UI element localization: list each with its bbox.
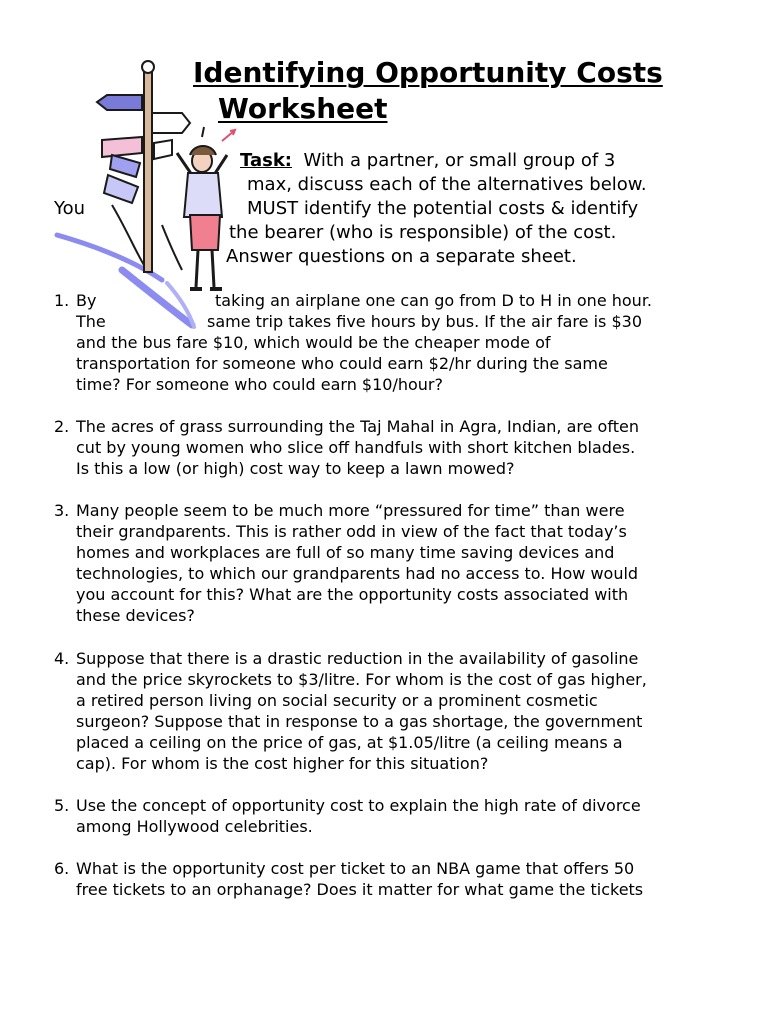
question-2-line: cut by young women who slice off handfuls with short kitchen blades. (76, 438, 636, 457)
question-4-line: surgeon? Suppose that in response to a gas shortage, the government (76, 712, 643, 731)
task-line-1 (240, 149, 615, 173)
task-line-3: MUST identify the potential costs & identify (247, 198, 639, 219)
task-line-4: the bearer (who is responsible) of the cost. (229, 222, 617, 243)
question-4-line: Suppose that there is a drastic reduction in the availability of gasoline (76, 649, 639, 668)
question-1-line: The (76, 312, 106, 331)
question-5-line: Use the concept of opportunity cost to explain the high rate of divorce (76, 796, 641, 815)
question-3-line: homes and workplaces are full of so many time saving devices and (76, 543, 615, 562)
question-1-line: By (76, 291, 97, 310)
question-1-line: transportation for someone who could earn $2/hr during the same (76, 354, 608, 373)
question-1-line: and the bus fare $10, which would be the cheaper mode of (76, 333, 551, 352)
question-4-line: and the price skyrockets to $3/litre. For whom is the cost of gas higher, (76, 670, 647, 689)
question-1-line: time? For someone who could earn $10/hour? (76, 375, 443, 394)
question-3-number: 3. (54, 501, 70, 520)
question-4-line: a retired person living on social security or a prominent cosmetic (76, 691, 598, 710)
page-title-line2: Worksheet (218, 92, 388, 125)
question-2-line: The acres of grass surrounding the Taj Mahal in Agra, Indian, are often (76, 417, 639, 436)
question-4-line: cap). For whom is the cost higher for this situation? (76, 754, 489, 773)
question-6-line: free tickets to an orphanage? Does it matter for what game the tickets (76, 880, 644, 899)
question-3-line: you account for this? What are the opportunity costs associated with (76, 585, 629, 604)
question-5-number: 5. (54, 796, 70, 815)
question-3-line: their grandparents. This is rather odd in view of the fact that today’s (76, 522, 627, 541)
task-line-2: max, discuss each of the alternatives below. (247, 174, 647, 195)
question-6-line: What is the opportunity cost per ticket to an NBA game that offers 50 (76, 859, 635, 878)
question-3-line: these devices? (76, 606, 195, 625)
question-1-line: same trip takes five hours by bus. If the air fare is $30 (207, 312, 642, 331)
task-text-1: With a partner, or small group of 3 (303, 150, 616, 171)
question-4-line: placed a ceiling on the price of gas, at $1.05/litre (a ceiling means a (76, 733, 623, 752)
question-5-line: among Hollywood celebrities. (76, 817, 313, 836)
page-title: Identifying Opportunity Costs (193, 56, 663, 89)
question-3-line: technologies, to which our grandparents had no access to. How would (76, 564, 639, 583)
task-line-3-lead: You (54, 198, 86, 219)
task-line-5: Answer questions on a separate sheet. (226, 246, 577, 267)
question-3-line: Many people seem to be much more “pressured for time” than were (76, 501, 625, 520)
question-4-number: 4. (54, 649, 70, 668)
question-2-number: 2. (54, 417, 70, 436)
question-1-line: taking an airplane one can go from D to H in one hour. (215, 291, 653, 310)
question-2-line: Is this a low (or high) cost way to keep a lawn mowed? (76, 459, 515, 478)
task-label: Task: (240, 150, 292, 171)
question-1-number: 1. (54, 291, 70, 310)
question-6-number: 6. (54, 859, 70, 878)
